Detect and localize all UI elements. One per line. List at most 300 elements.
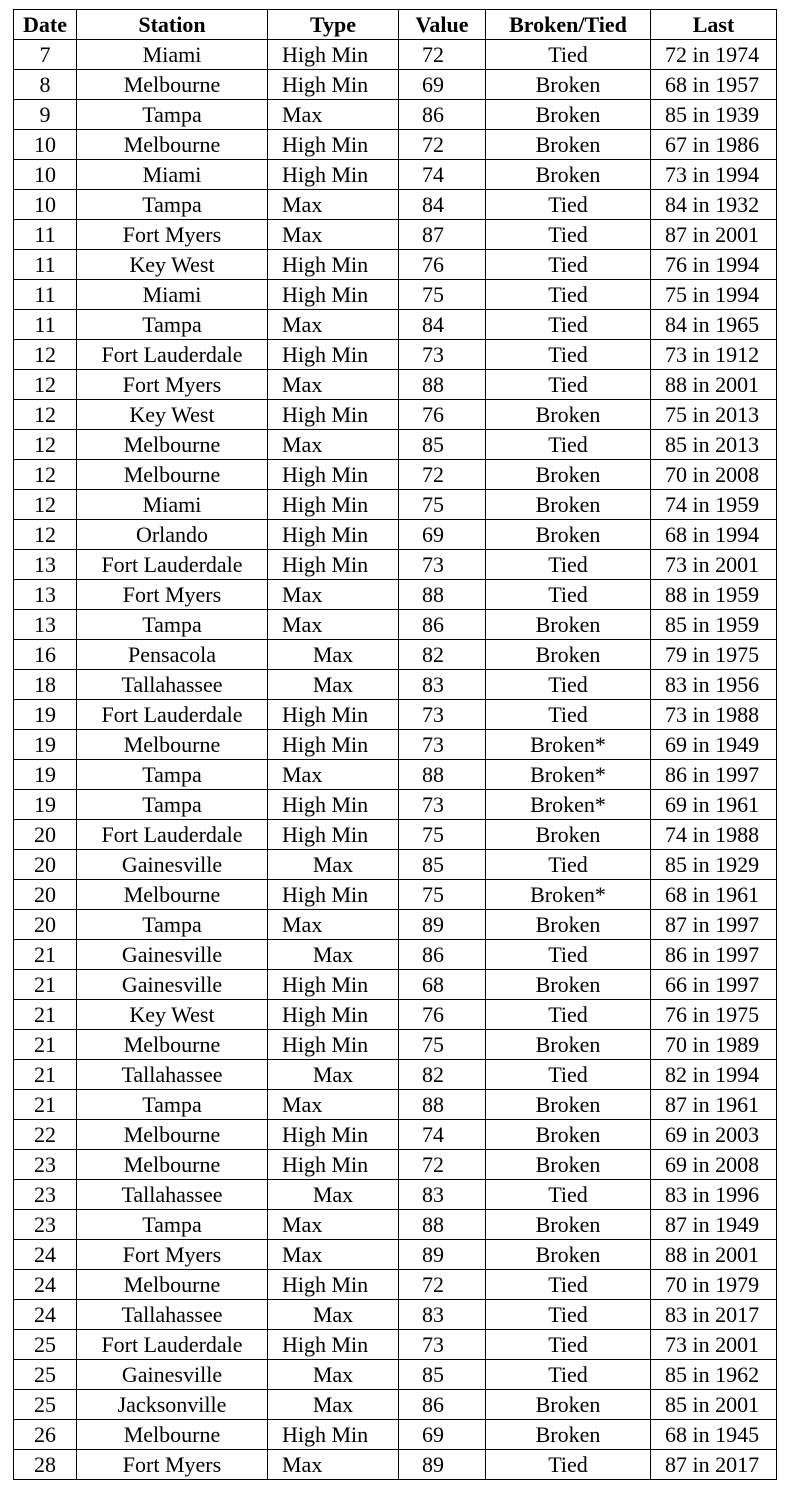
- value-cell: 72: [399, 460, 486, 490]
- date-cell: 18: [14, 670, 77, 700]
- station-cell: Gainesville: [77, 850, 268, 880]
- value-cell: 69: [399, 70, 486, 100]
- table-row: [14, 130, 777, 160]
- date-cell: 12: [14, 340, 77, 370]
- last-cell: 70 in 1979: [651, 1270, 777, 1300]
- last-cell: 76 in 1975: [651, 1000, 777, 1030]
- type-cell: Max: [268, 1450, 399, 1480]
- last-cell: 85 in 2013: [651, 430, 777, 460]
- date-cell: 19: [14, 760, 77, 790]
- value-cell: 69: [399, 1420, 486, 1450]
- table-row: [14, 520, 777, 550]
- type-cell: High Min: [268, 160, 399, 190]
- table-row: [14, 1450, 777, 1480]
- broken-tied-cell: Tied: [486, 40, 651, 70]
- broken-tied-cell: Tied: [486, 580, 651, 610]
- last-cell: 73 in 2001: [651, 550, 777, 580]
- date-cell: 8: [14, 70, 77, 100]
- last-cell: 85 in 2001: [651, 1390, 777, 1420]
- table-row: [14, 340, 777, 370]
- table-row: [14, 1300, 777, 1330]
- station-cell: Tallahassee: [77, 1060, 268, 1090]
- type-cell: High Min: [268, 1330, 399, 1360]
- table-row: [14, 460, 777, 490]
- broken-tied-cell: Broken: [486, 1210, 651, 1240]
- type-cell: Max: [268, 190, 399, 220]
- last-cell: 73 in 1988: [651, 700, 777, 730]
- value-cell: 85: [399, 1360, 486, 1390]
- type-cell: High Min: [268, 820, 399, 850]
- date-cell: 19: [14, 790, 77, 820]
- date-cell: 16: [14, 640, 77, 670]
- station-cell: Miami: [77, 40, 268, 70]
- last-cell: 75 in 1994: [651, 280, 777, 310]
- value-cell: 75: [399, 820, 486, 850]
- last-cell: 87 in 1949: [651, 1210, 777, 1240]
- header-type: Type: [268, 10, 399, 40]
- value-cell: 88: [399, 760, 486, 790]
- table-row: [14, 640, 777, 670]
- date-cell: 12: [14, 430, 77, 460]
- type-cell: High Min: [268, 790, 399, 820]
- station-cell: Melbourne: [77, 460, 268, 490]
- last-cell: 83 in 1996: [651, 1180, 777, 1210]
- table-row: [14, 70, 777, 100]
- value-cell: 69: [399, 520, 486, 550]
- broken-tied-cell: Tied: [486, 310, 651, 340]
- value-cell: 72: [399, 40, 486, 70]
- last-cell: 85 in 1962: [651, 1360, 777, 1390]
- date-cell: 11: [14, 220, 77, 250]
- date-cell: 10: [14, 190, 77, 220]
- value-cell: 75: [399, 280, 486, 310]
- value-cell: 73: [399, 550, 486, 580]
- type-cell: High Min: [268, 250, 399, 280]
- table-row: [14, 370, 777, 400]
- table-row: [14, 1420, 777, 1450]
- header-value: Value: [399, 10, 486, 40]
- type-cell: Max: [268, 1210, 399, 1240]
- broken-tied-cell: Tied: [486, 1450, 651, 1480]
- broken-tied-cell: Broken: [486, 910, 651, 940]
- type-cell: Max: [268, 370, 399, 400]
- last-cell: 68 in 1961: [651, 880, 777, 910]
- date-cell: 20: [14, 880, 77, 910]
- type-cell: High Min: [268, 880, 399, 910]
- temperature-records-table: [13, 9, 777, 1480]
- broken-tied-cell: Tied: [486, 250, 651, 280]
- date-cell: 12: [14, 490, 77, 520]
- header-row: [14, 10, 777, 40]
- type-cell: Max: [268, 430, 399, 460]
- date-cell: 26: [14, 1420, 77, 1450]
- date-cell: 22: [14, 1120, 77, 1150]
- broken-tied-cell: Broken*: [486, 730, 651, 760]
- last-cell: 88 in 1959: [651, 580, 777, 610]
- last-cell: 82 in 1994: [651, 1060, 777, 1090]
- table-row: [14, 280, 777, 310]
- table-row: [14, 100, 777, 130]
- type-cell: Max: [268, 1090, 399, 1120]
- type-cell: High Min: [268, 460, 399, 490]
- broken-tied-cell: Tied: [486, 1000, 651, 1030]
- date-cell: 20: [14, 850, 77, 880]
- table-row: [14, 1150, 777, 1180]
- station-cell: Tampa: [77, 790, 268, 820]
- station-cell: Tampa: [77, 760, 268, 790]
- station-cell: Tampa: [77, 610, 268, 640]
- table-row: [14, 1030, 777, 1060]
- type-cell: High Min: [268, 1150, 399, 1180]
- station-cell: Melbourne: [77, 1120, 268, 1150]
- value-cell: 72: [399, 1270, 486, 1300]
- broken-tied-cell: Tied: [486, 340, 651, 370]
- broken-tied-cell: Broken: [486, 1420, 651, 1450]
- broken-tied-cell: Broken: [486, 130, 651, 160]
- table-row: [14, 430, 777, 460]
- table-row: [14, 550, 777, 580]
- last-cell: 86 in 1997: [651, 760, 777, 790]
- broken-tied-cell: Tied: [486, 220, 651, 250]
- broken-tied-cell: Tied: [486, 1060, 651, 1090]
- value-cell: 84: [399, 190, 486, 220]
- type-cell: High Min: [268, 550, 399, 580]
- station-cell: Melbourne: [77, 1150, 268, 1180]
- value-cell: 89: [399, 910, 486, 940]
- broken-tied-cell: Broken: [486, 490, 651, 520]
- station-cell: Orlando: [77, 520, 268, 550]
- station-cell: Melbourne: [77, 1030, 268, 1060]
- broken-tied-cell: Broken: [486, 640, 651, 670]
- table-row: [14, 1270, 777, 1300]
- header-broken-tied: Broken/Tied: [486, 10, 651, 40]
- type-cell: High Min: [268, 280, 399, 310]
- last-cell: 70 in 2008: [651, 460, 777, 490]
- type-cell: High Min: [268, 700, 399, 730]
- value-cell: 75: [399, 490, 486, 520]
- value-cell: 73: [399, 1330, 486, 1360]
- value-cell: 75: [399, 880, 486, 910]
- station-cell: Key West: [77, 1000, 268, 1030]
- station-cell: Gainesville: [77, 940, 268, 970]
- value-cell: 72: [399, 1150, 486, 1180]
- last-cell: 83 in 2017: [651, 1300, 777, 1330]
- table-row: [14, 790, 777, 820]
- type-cell: Max: [268, 670, 399, 700]
- value-cell: 76: [399, 1000, 486, 1030]
- table-row: [14, 970, 777, 1000]
- last-cell: 70 in 1989: [651, 1030, 777, 1060]
- last-cell: 86 in 1997: [651, 940, 777, 970]
- value-cell: 74: [399, 1120, 486, 1150]
- type-cell: Max: [268, 220, 399, 250]
- table-row: [14, 580, 777, 610]
- last-cell: 74 in 1959: [651, 490, 777, 520]
- table-row: [14, 250, 777, 280]
- table-row: [14, 1210, 777, 1240]
- broken-tied-cell: Broken: [486, 70, 651, 100]
- date-cell: 13: [14, 580, 77, 610]
- last-cell: 88 in 2001: [651, 370, 777, 400]
- last-cell: 69 in 2008: [651, 1150, 777, 1180]
- table-row: [14, 850, 777, 880]
- table-row: [14, 1090, 777, 1120]
- last-cell: 87 in 1961: [651, 1090, 777, 1120]
- type-cell: High Min: [268, 490, 399, 520]
- station-cell: Melbourne: [77, 1270, 268, 1300]
- type-cell: Max: [268, 100, 399, 130]
- station-cell: Tampa: [77, 310, 268, 340]
- last-cell: 84 in 1965: [651, 310, 777, 340]
- date-cell: 25: [14, 1360, 77, 1390]
- value-cell: 82: [399, 640, 486, 670]
- last-cell: 67 in 1986: [651, 130, 777, 160]
- table-row: [14, 1180, 777, 1210]
- station-cell: Fort Lauderdale: [77, 550, 268, 580]
- value-cell: 76: [399, 400, 486, 430]
- broken-tied-cell: Broken: [486, 400, 651, 430]
- station-cell: Key West: [77, 400, 268, 430]
- date-cell: 24: [14, 1240, 77, 1270]
- station-cell: Fort Myers: [77, 1450, 268, 1480]
- value-cell: 83: [399, 670, 486, 700]
- type-cell: Max: [268, 640, 399, 670]
- date-cell: 24: [14, 1270, 77, 1300]
- station-cell: Tampa: [77, 1210, 268, 1240]
- last-cell: 85 in 1959: [651, 610, 777, 640]
- last-cell: 68 in 1994: [651, 520, 777, 550]
- date-cell: 20: [14, 820, 77, 850]
- broken-tied-cell: Tied: [486, 1300, 651, 1330]
- broken-tied-cell: Tied: [486, 1360, 651, 1390]
- table-row: [14, 610, 777, 640]
- station-cell: Gainesville: [77, 1360, 268, 1390]
- station-cell: Melbourne: [77, 1420, 268, 1450]
- station-cell: Melbourne: [77, 880, 268, 910]
- broken-tied-cell: Tied: [486, 370, 651, 400]
- broken-tied-cell: Tied: [486, 940, 651, 970]
- station-cell: Fort Lauderdale: [77, 340, 268, 370]
- value-cell: 88: [399, 580, 486, 610]
- value-cell: 86: [399, 940, 486, 970]
- date-cell: 19: [14, 730, 77, 760]
- last-cell: 73 in 1994: [651, 160, 777, 190]
- date-cell: 23: [14, 1180, 77, 1210]
- broken-tied-cell: Tied: [486, 550, 651, 580]
- broken-tied-cell: Tied: [486, 1270, 651, 1300]
- value-cell: 85: [399, 850, 486, 880]
- type-cell: High Min: [268, 70, 399, 100]
- type-cell: Max: [268, 760, 399, 790]
- broken-tied-cell: Broken: [486, 160, 651, 190]
- value-cell: 86: [399, 1390, 486, 1420]
- table-row: [14, 760, 777, 790]
- broken-tied-cell: Broken: [486, 970, 651, 1000]
- last-cell: 66 in 1997: [651, 970, 777, 1000]
- value-cell: 68: [399, 970, 486, 1000]
- type-cell: High Min: [268, 1030, 399, 1060]
- broken-tied-cell: Broken*: [486, 760, 651, 790]
- broken-tied-cell: Broken: [486, 100, 651, 130]
- station-cell: Miami: [77, 160, 268, 190]
- station-cell: Melbourne: [77, 730, 268, 760]
- table-row: [14, 820, 777, 850]
- last-cell: 69 in 2003: [651, 1120, 777, 1150]
- table-row: [14, 1240, 777, 1270]
- broken-tied-cell: Broken: [486, 820, 651, 850]
- value-cell: 75: [399, 1030, 486, 1060]
- date-cell: 12: [14, 370, 77, 400]
- value-cell: 83: [399, 1300, 486, 1330]
- type-cell: High Min: [268, 130, 399, 160]
- type-cell: High Min: [268, 520, 399, 550]
- broken-tied-cell: Broken: [486, 610, 651, 640]
- last-cell: 79 in 1975: [651, 640, 777, 670]
- value-cell: 82: [399, 1060, 486, 1090]
- broken-tied-cell: Tied: [486, 280, 651, 310]
- station-cell: Fort Myers: [77, 1240, 268, 1270]
- table-row: [14, 1000, 777, 1030]
- table-row: [14, 310, 777, 340]
- table-row: [14, 190, 777, 220]
- broken-tied-cell: Broken: [486, 1240, 651, 1270]
- last-cell: 72 in 1974: [651, 40, 777, 70]
- type-cell: High Min: [268, 1420, 399, 1450]
- date-cell: 21: [14, 970, 77, 1000]
- value-cell: 88: [399, 1090, 486, 1120]
- date-cell: 25: [14, 1390, 77, 1420]
- value-cell: 88: [399, 1210, 486, 1240]
- station-cell: Tampa: [77, 190, 268, 220]
- date-cell: 25: [14, 1330, 77, 1360]
- table-row: [14, 1390, 777, 1420]
- broken-tied-cell: Tied: [486, 1330, 651, 1360]
- table-row: [14, 940, 777, 970]
- broken-tied-cell: Tied: [486, 670, 651, 700]
- value-cell: 89: [399, 1240, 486, 1270]
- value-cell: 86: [399, 100, 486, 130]
- value-cell: 84: [399, 310, 486, 340]
- station-cell: Melbourne: [77, 130, 268, 160]
- station-cell: Tampa: [77, 910, 268, 940]
- broken-tied-cell: Broken*: [486, 880, 651, 910]
- station-cell: Gainesville: [77, 970, 268, 1000]
- station-cell: Fort Myers: [77, 580, 268, 610]
- last-cell: 88 in 2001: [651, 1240, 777, 1270]
- type-cell: Max: [268, 1360, 399, 1390]
- records-table-container: [13, 9, 777, 1480]
- date-cell: 12: [14, 460, 77, 490]
- type-cell: Max: [268, 610, 399, 640]
- type-cell: High Min: [268, 400, 399, 430]
- value-cell: 73: [399, 700, 486, 730]
- type-cell: Max: [268, 850, 399, 880]
- station-cell: Fort Lauderdale: [77, 700, 268, 730]
- station-cell: Fort Myers: [77, 370, 268, 400]
- date-cell: 13: [14, 610, 77, 640]
- type-cell: Max: [268, 1060, 399, 1090]
- station-cell: Pensacola: [77, 640, 268, 670]
- broken-tied-cell: Tied: [486, 700, 651, 730]
- date-cell: 21: [14, 1090, 77, 1120]
- value-cell: 89: [399, 1450, 486, 1480]
- date-cell: 19: [14, 700, 77, 730]
- station-cell: Tallahassee: [77, 670, 268, 700]
- value-cell: 73: [399, 340, 486, 370]
- date-cell: 10: [14, 160, 77, 190]
- value-cell: 76: [399, 250, 486, 280]
- type-cell: Max: [268, 940, 399, 970]
- broken-tied-cell: Broken: [486, 1150, 651, 1180]
- station-cell: Melbourne: [77, 70, 268, 100]
- type-cell: Max: [268, 1240, 399, 1270]
- broken-tied-cell: Tied: [486, 190, 651, 220]
- table-row: [14, 1330, 777, 1360]
- date-cell: 12: [14, 400, 77, 430]
- last-cell: 85 in 1939: [651, 100, 777, 130]
- station-cell: Key West: [77, 250, 268, 280]
- type-cell: High Min: [268, 1120, 399, 1150]
- broken-tied-cell: Broken: [486, 520, 651, 550]
- last-cell: 73 in 1912: [651, 340, 777, 370]
- table-row: [14, 400, 777, 430]
- type-cell: High Min: [268, 970, 399, 1000]
- value-cell: 72: [399, 130, 486, 160]
- type-cell: Max: [268, 310, 399, 340]
- last-cell: 83 in 1956: [651, 670, 777, 700]
- broken-tied-cell: Broken: [486, 1090, 651, 1120]
- last-cell: 68 in 1957: [651, 70, 777, 100]
- station-cell: Tallahassee: [77, 1180, 268, 1210]
- date-cell: 12: [14, 520, 77, 550]
- header-station: Station: [77, 10, 268, 40]
- table-row: [14, 490, 777, 520]
- broken-tied-cell: Tied: [486, 850, 651, 880]
- broken-tied-cell: Tied: [486, 430, 651, 460]
- type-cell: Max: [268, 580, 399, 610]
- station-cell: Tampa: [77, 1090, 268, 1120]
- date-cell: 23: [14, 1210, 77, 1240]
- value-cell: 88: [399, 370, 486, 400]
- last-cell: 87 in 2001: [651, 220, 777, 250]
- last-cell: 84 in 1932: [651, 190, 777, 220]
- date-cell: 13: [14, 550, 77, 580]
- station-cell: Melbourne: [77, 430, 268, 460]
- table-row: [14, 1120, 777, 1150]
- broken-tied-cell: Broken: [486, 1390, 651, 1420]
- table-row: [14, 880, 777, 910]
- type-cell: Max: [268, 910, 399, 940]
- value-cell: 73: [399, 790, 486, 820]
- station-cell: Fort Lauderdale: [77, 1330, 268, 1360]
- last-cell: 76 in 1994: [651, 250, 777, 280]
- date-cell: 11: [14, 250, 77, 280]
- type-cell: High Min: [268, 340, 399, 370]
- last-cell: 69 in 1949: [651, 730, 777, 760]
- last-cell: 74 in 1988: [651, 820, 777, 850]
- date-cell: 7: [14, 40, 77, 70]
- last-cell: 69 in 1961: [651, 790, 777, 820]
- last-cell: 85 in 1929: [651, 850, 777, 880]
- date-cell: 11: [14, 310, 77, 340]
- date-cell: 10: [14, 130, 77, 160]
- date-cell: 21: [14, 1030, 77, 1060]
- date-cell: 21: [14, 1000, 77, 1030]
- last-cell: 73 in 2001: [651, 1330, 777, 1360]
- station-cell: Miami: [77, 490, 268, 520]
- table-row: [14, 220, 777, 250]
- last-cell: 68 in 1945: [651, 1420, 777, 1450]
